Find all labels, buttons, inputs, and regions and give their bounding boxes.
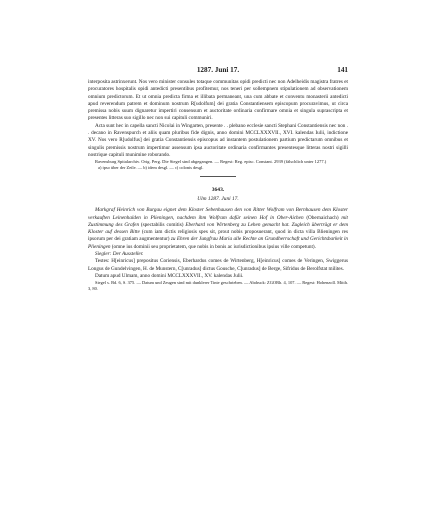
doc2-place-date: Ulm 1287. Juni 17. bbox=[197, 195, 239, 202]
doc2-summary-part-h: (omne ius dominii seu proprietatem, que nobis in bonis ac iurisdictionibus ipsius ville competunt). bbox=[110, 243, 316, 250]
doc2-summary-part-e: Eberhard von Wirtenberg zu Lehen gemacht hat. Zugleich überträgt er dem Kloster auf dessen Bitte bbox=[88, 221, 348, 236]
doc2-summary-part-c: mit Zustimmung des Grafen bbox=[88, 214, 348, 228]
doc1-paragraph-1: interposita astrinxerunt. Nos vero minister consules totaque communitas opidi predicti nec non Adelheidis magistra fratres et procuratores hospitalis opidi antedicti presentibus profitemur, nos teneri per sollempnem stipulationem ad observationem omnium predictorum. Et ut omnia predicta firma et illibata permaneant, una cum abbate et conventu monasterii antedicti apud reverendum patrem et dominum nostrum R[udolfum] dei gratia Constantiensem episcopum procuravimus, ut circa premissa nobis suum dignaretur impertiri consensum et auctoritate ordinaria confirmare omnia et singula suprascripta et presentes litteras suo sigillo nec non sui capituli communiri. bbox=[88, 79, 348, 122]
document-body bbox=[88, 79, 348, 293]
doc1-source-note: Ravensburg Spitalarchiv. Orig. Perg. Die Siegel sind abgegangen. — Regest: Reg. episc. Constant. 2939 (fälschlich unter 1277.) bbox=[95, 159, 327, 165]
doc2-summary-part-d: (spectabilis comitis) bbox=[139, 221, 186, 228]
section-divider bbox=[200, 176, 236, 177]
doc2-summary-part-g: zu Ehren der Jungfrau Maria alle Rechte an Grundherrschaft und Gerichtsbarkeit in Plieningen bbox=[88, 236, 348, 250]
running-header bbox=[88, 66, 348, 76]
doc1-paragraph-2: Acta sunt hec in capella sancti Nicolai in Wingarten, presente . . plebano ecclesie sancti Stephani Constantiensis nec non . . decano in Ravenspurch et aliis quam pluribus fide dignis, anno domini MCCLXXXVII., XVI. kalendas Iulii, indictione XV. Nos vero R[udolfus] dei gratia Constantiensis episcopus ad instantem postulationem partium predictarum omnibus et singulis premissis nostrum impertimur assensum ipsa auctoritate ordinaria confirmantes presentesque litteras nostri sigilli nostrique capituli munimine roborando. bbox=[88, 122, 348, 158]
page-number: 141 bbox=[337, 66, 348, 74]
doc2-reference-note: Siegel s. Bd. 6, S. 375. — Datum und Zeugen sind mit dunklerer Tinte geschrieben. — Abdruck: ZGORh. 4, 107. — Regest: Hohenzoll. Mitth. 3, 80. bbox=[88, 280, 348, 292]
doc2-sealer bbox=[88, 251, 348, 258]
doc2-summary-part-b: (Obernaichach) bbox=[303, 214, 342, 221]
doc2-sealer-value: Der Aussteller. bbox=[112, 251, 144, 258]
doc1-footnotes: a) ipso über der Zeile. — b) idem desgl. — c) colonis desgl. bbox=[98, 165, 204, 171]
doc2-summary-part-f: (cum iam dictis religiosis spes sit, prout nobis proposuerant, quod in dicta villa Blieningen res ipsorum per dei gratiam augmententur) bbox=[88, 229, 348, 243]
doc2-summary-part-a: Markgraf Heinrich von Burgau eignet dem Kloster Sebenhausen den von Ritter Wolfram von Bernhausen dem Kloster verkauften Leinenhalden in Plieningen, nachdem ihm Wolfram dafür seinen Hof in Ober-Aichen bbox=[88, 207, 348, 221]
doc2-witnesses: Testes: H[einricus] prepositus Coriensis, Eberhardus comes de Wirtenberg, H[einricus] comes de Veringen, Swiggerus Longus de Gundelvingen, H. de Munstern, C[unradus] dictus Gousche, C[unradus] de Berge, Sifridus de Berolfstat milites. bbox=[88, 258, 348, 272]
doc2-summary bbox=[88, 207, 348, 251]
doc2-sealer-label: Siegler: bbox=[95, 251, 112, 258]
header-date: 1287. Juni 17. bbox=[196, 66, 240, 74]
doc2-number: 3643. bbox=[211, 186, 225, 193]
doc2-datum: Datum apud Ulmam, anno domini MCCLXXXVII., XV. kalendas Julii. bbox=[95, 272, 244, 279]
